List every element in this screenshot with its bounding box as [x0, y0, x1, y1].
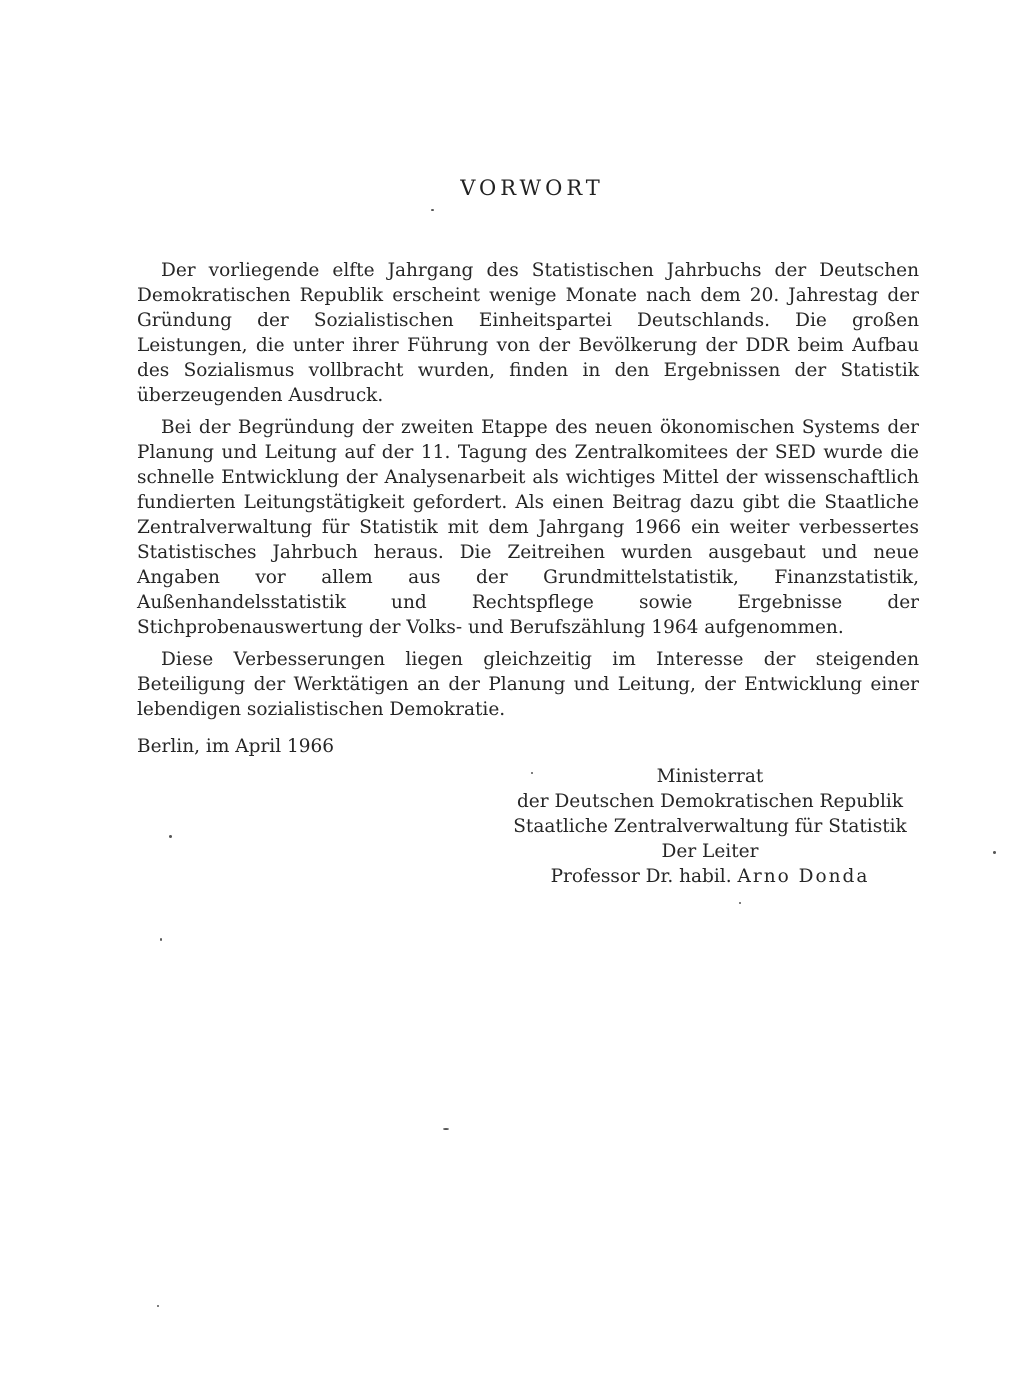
signature-title: Professor Dr. habil. [550, 866, 732, 887]
scan-speck [443, 1128, 449, 1130]
signature-institution: Ministerrat [656, 766, 764, 787]
paragraph-3: Diese Verbesserungen liegen gleichzeitig im Interesse der steigenden Beteiligung der Werktätigen an der Planung und Leitung, der Entwicklung einer lebendigen sozialistischen Demokratie. [137, 649, 919, 720]
paragraph-2: Bei der Begründung der zweiten Etappe des neuen ökonomischen Systems der Planung und Leitung auf der 11. Tagung des Zentralkomitees der SED wurde die schnelle Entwicklung der Analysenarbeit als wichtiges Mittel der wissenschaftlich fundierten Leitungstätigkeit gefordert. Als einen Beitrag dazu gibt die Staatliche Zentralverwaltung für Statistik mit dem Jahrgang 1966 ein weiter verbessertes Statistisches Jahrbuch heraus. Die Zeitreihen wurden ausgebaut und neue Angaben vor allem aus der Grundmittelstatistik, Finanzstatistik, Außenhandelsstatistik und Rechtspflege sowie Ergebnisse der Stichprobenauswertung der Volks- und Berufszählung 1964 aufgenommen. [137, 417, 919, 638]
scan-speck [993, 851, 996, 854]
foreword-body [137, 258, 919, 729]
signature-role: Der Leiter [661, 841, 759, 862]
scan-speck [431, 209, 434, 211]
scan-speck [739, 902, 741, 904]
signature-republic: der Deutschen Demokratischen Republik [516, 791, 904, 812]
signature-name-line [500, 864, 920, 889]
scan-speck [157, 1305, 159, 1307]
scan-speck [531, 772, 533, 774]
page-title: VORWORT [460, 176, 604, 200]
signature-agency: Staatliche Zentralverwaltung für Statistik [513, 816, 907, 837]
scan-speck [169, 835, 172, 838]
place-and-date: Berlin, im April 1966 [137, 736, 335, 757]
signature-name: Arno Donda [737, 866, 870, 887]
scan-speck [160, 938, 162, 941]
signature-block [500, 764, 920, 889]
paragraph-1: Der vorliegende elfte Jahrgang des Statistischen Jahrbuchs der Deutschen Demokratischen Republik erscheint wenige Monate nach dem 20. Jahrestag der Gründung der Sozialistischen Einheitspartei Deutschlands. Die großen Leistungen, die unter ihrer Führung von der Bevölkerung der DDR beim Aufbau des Sozialismus vollbracht wurden, finden in den Ergebnissen der Statistik überzeugenden Ausdruck. [137, 260, 919, 406]
